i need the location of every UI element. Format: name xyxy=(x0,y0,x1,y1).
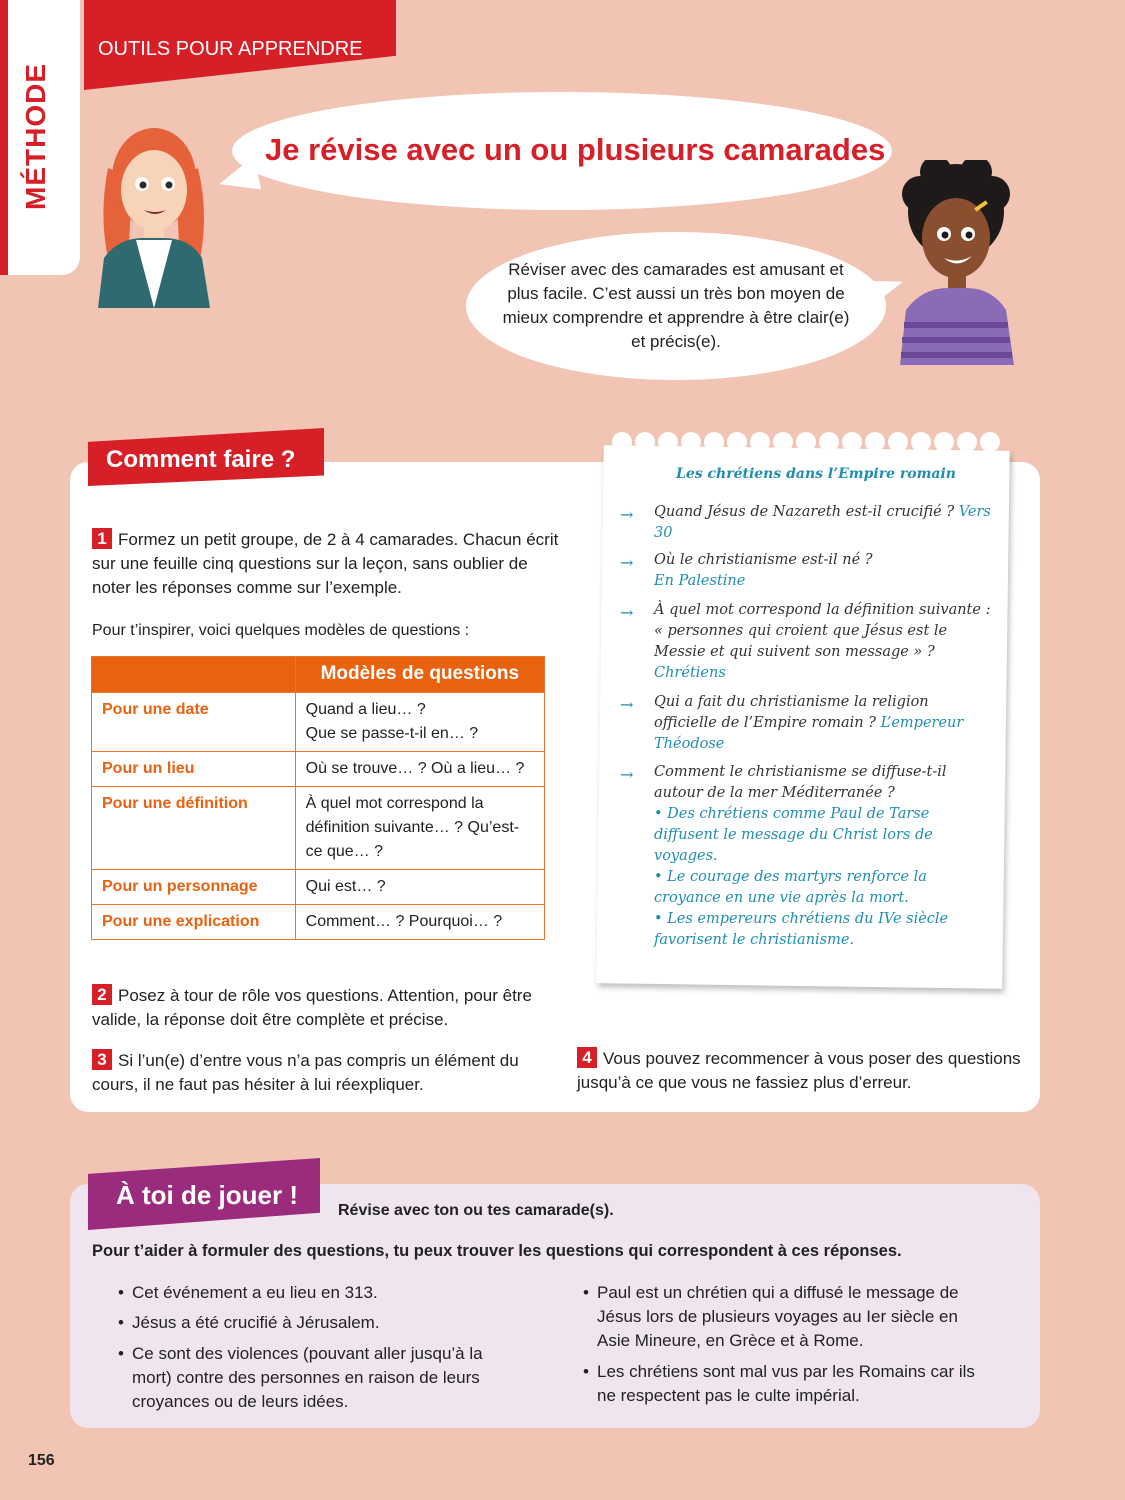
side-tab-stripe xyxy=(0,0,8,275)
row-key: Pour un lieu xyxy=(92,752,296,787)
note-answer: Vers 30 xyxy=(654,504,991,541)
note-question: Où le christianisme est-il né ? xyxy=(654,552,873,568)
list-item-text: Jésus a été crucifié à Jérusalem. xyxy=(132,1313,380,1332)
step-4 xyxy=(577,1047,1037,1095)
note-sub-answer: • Les empereurs chrétiens du IVe siècle favorisent le christianisme. xyxy=(654,911,949,948)
note-sub-answer: • Des chrétiens comme Paul de Tarse diffusent le message du Christ lors de voyages. xyxy=(654,806,933,864)
step-text: Si l’un(e) d’entre vous n’a pas compris un élément du cours, il ne faut pas hésiter à lui réexpliquer. xyxy=(92,1051,519,1094)
boy-illustration xyxy=(896,160,1016,365)
arrow-icon: → xyxy=(620,765,634,784)
row-key: Pour un personnage xyxy=(92,870,296,905)
row-key: Pour une définition xyxy=(92,787,296,870)
step-text: Vous pouvez recommencer à vous poser des questions jusqu’à ce que vous ne fassiez plus d’erreur. xyxy=(577,1049,1021,1092)
row-value: Où se trouve… ? Où a lieu… ? xyxy=(295,752,544,787)
list-item xyxy=(118,1342,502,1414)
table-row xyxy=(92,905,545,940)
list-item xyxy=(118,1281,512,1305)
note-answer: Chrétiens xyxy=(654,665,726,681)
note-question: Quand Jésus de Nazareth est-il crucifié ? xyxy=(654,504,955,520)
row-key: Pour une date xyxy=(92,693,296,752)
title-bubble-tail xyxy=(215,156,261,198)
table-row xyxy=(92,870,545,905)
play-intro: Pour t’aider à formuler des questions, tu peux trouver les questions qui correspondent à ces réponses. xyxy=(92,1242,902,1260)
bullet-icon: • xyxy=(583,1283,589,1302)
list-item xyxy=(583,1281,987,1353)
arrow-icon: → xyxy=(620,603,634,622)
table-header: Modèles de questions xyxy=(295,657,544,693)
row-value: Qui est… ? xyxy=(295,870,544,905)
note-item xyxy=(620,502,992,544)
list-item-text: Ce sont des violences (pouvant aller jusqu’à la mort) contre des personnes en raison de leurs croyances ou de leurs idées. xyxy=(132,1344,483,1411)
note-answer: L’empereur Théodose xyxy=(654,715,964,752)
note-question: Qui a fait du christianisme la religion officielle de l’Empire romain ? xyxy=(654,694,929,731)
arrow-icon: → xyxy=(620,695,634,714)
bullet-icon: • xyxy=(118,1283,124,1302)
note-question: À quel mot correspond la définition suivante : « personnes qui croient que Jésus est le Messie et qui suivent son message » ? xyxy=(654,602,991,660)
step-1 xyxy=(92,528,562,600)
row-value: Quand a lieu… ? Que se passe-t-il en… ? xyxy=(295,693,544,752)
note-item xyxy=(620,550,992,592)
list-item xyxy=(583,1360,987,1408)
note-item xyxy=(620,762,992,951)
list-item-text: Les chrétiens sont mal vus par les Romains car ils ne respectent pas le culte impérial. xyxy=(597,1362,975,1405)
step-number: 2 xyxy=(92,984,112,1005)
inspire-text: Pour t’inspirer, voici quelques modèles de questions : xyxy=(92,622,470,639)
info-text: Réviser avec des camarades est amusant et plus facile. C’est aussi un très bon moyen de mieux comprendre et apprendre à être clair(e) et précis(e). xyxy=(502,260,850,351)
table-row xyxy=(92,752,545,787)
step-2 xyxy=(92,984,552,1032)
question-models-table xyxy=(91,656,545,940)
note-question: Comment le christianisme se diffuse-t-il autour de la mer Méditerranée ? xyxy=(654,764,947,801)
page-title: Je révise avec un ou plusieurs camarades xyxy=(265,132,886,167)
step-number: 3 xyxy=(92,1049,112,1070)
list-item xyxy=(118,1311,512,1335)
step-text: Formez un petit groupe, de 2 à 4 camarades. Chacun écrit sur une feuille cinq questions sur la leçon, sans oublier de noter les réponses comme sur l’exemple. xyxy=(92,530,559,597)
arrow-icon: → xyxy=(620,505,634,524)
row-key: Pour une explication xyxy=(92,905,296,940)
girl-illustration xyxy=(88,108,218,308)
row-value: Comment… ? Pourquoi… ? xyxy=(295,905,544,940)
step-3 xyxy=(92,1049,552,1097)
list-item-text: Paul est un chrétien qui a diffusé le message de Jésus lors de plusieurs voyages au Ier siècle en Asie Mineure, en Grèce et à Rome. xyxy=(597,1283,959,1350)
step-number: 4 xyxy=(577,1047,597,1068)
note-title: Les chrétiens dans l’Empire romain xyxy=(676,466,956,482)
table-row xyxy=(92,787,545,870)
table-header-empty xyxy=(92,657,296,693)
table-row xyxy=(92,693,545,752)
note-item xyxy=(620,600,992,684)
note-sub-answer: • Le courage des martyrs renforce la croyance en une vie après la mort. xyxy=(654,869,927,906)
arrow-icon: → xyxy=(620,553,634,572)
bullet-icon: • xyxy=(118,1313,124,1332)
side-label: MÉTHODE xyxy=(20,63,51,210)
bullet-icon: • xyxy=(583,1362,589,1381)
list-item-text: Cet événement a eu lieu en 313. xyxy=(132,1283,378,1302)
note-answer: En Palestine xyxy=(654,573,746,589)
play-subtitle: Révise avec ton ou tes camarade(s). xyxy=(338,1202,614,1219)
step-number: 1 xyxy=(92,528,112,549)
page-number: 156 xyxy=(28,1452,55,1469)
step-text: Posez à tour de rôle vos questions. Attention, pour être valide, la réponse doit être complète et précise. xyxy=(92,986,532,1029)
how-to-heading: Comment faire ? xyxy=(106,446,296,473)
table-header-row xyxy=(92,657,545,693)
section-label: OUTILS POUR APPRENDRE xyxy=(98,38,363,60)
play-heading: À toi de jouer ! xyxy=(116,1180,298,1210)
bullet-icon: • xyxy=(118,1344,124,1363)
row-value: À quel mot correspond la définition suivante… ? Qu’est-ce que… ? xyxy=(295,787,544,870)
note-item xyxy=(620,692,992,755)
